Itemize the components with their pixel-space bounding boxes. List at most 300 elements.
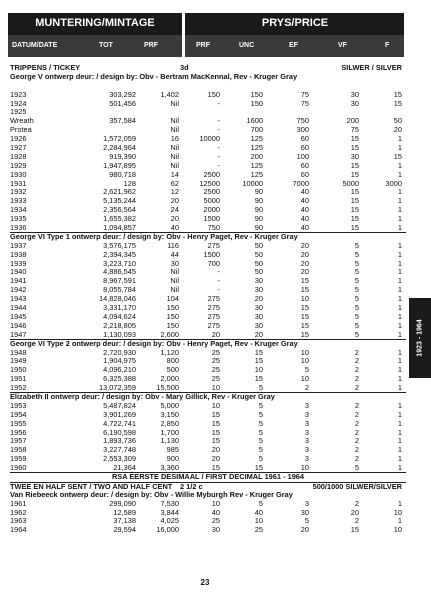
cell-proof-price: 750: [207, 223, 220, 233]
cell-proof-mintage: 985: [166, 445, 179, 455]
cell-vf-price: 2: [354, 409, 359, 419]
table-row: [10, 277, 406, 286]
cell-f-price: 1: [397, 196, 402, 206]
cell-date: 1925: [10, 107, 27, 117]
cell-total: 3,227,748: [103, 445, 136, 455]
cell-ef-price: 20: [300, 267, 309, 277]
cell-date: 1943: [10, 294, 27, 304]
cell-f-price: 1: [397, 276, 402, 286]
cell-proof-price: -: [217, 116, 220, 126]
cell-unc-price: 90: [254, 196, 263, 206]
cell-proof-mintage: 500: [166, 365, 179, 375]
cell-vf-price: 5: [354, 311, 359, 321]
cell-unc-price: 15: [254, 463, 263, 473]
cell-date: 1928: [10, 151, 27, 161]
cell-proof-mintage: Nil: [170, 151, 179, 161]
cell-proof-price: 10: [211, 400, 220, 410]
cell-ef-price: 60: [300, 143, 309, 153]
cell-proof-price: 15: [211, 427, 220, 437]
price-header: PRYS/PRICE: [261, 17, 329, 29]
cell-vf-price: 2: [354, 400, 359, 410]
cell-vf-price: 15: [350, 169, 359, 179]
cell-vf-price: 20: [350, 507, 359, 517]
section-heading: [10, 393, 406, 402]
year-range-label: 1923 - 1964: [416, 319, 424, 357]
cell-date: 1959: [10, 454, 27, 464]
cell-vf-price: 5: [354, 320, 359, 330]
cell-date: 1935: [10, 214, 27, 224]
cell-unc-price: 15: [254, 374, 263, 384]
cell-f-price: 1: [397, 516, 402, 526]
section-left: Van Riebeeck ontwerp deur: / design by: Obv - Willie Myburgh Rev - Kruger Gray: [10, 489, 293, 499]
cell-proof-price: 25: [211, 374, 220, 384]
cell-total: 1,094,857: [103, 223, 136, 233]
cell-proof-price: 275: [207, 240, 220, 250]
cell-unc-price: 5: [258, 436, 263, 446]
cell-vf-price: 15: [350, 160, 359, 170]
cell-unc-price: 30: [254, 285, 263, 295]
mintage-header: MUNTERING/MINTAGE: [35, 17, 155, 29]
cell-total: 6,190,598: [103, 427, 136, 437]
cell-proof-mintage: Nil: [170, 285, 179, 295]
cell-ef-price: 75: [300, 89, 309, 99]
cell-ef-price: 100: [296, 151, 309, 161]
col-vf: VF: [338, 42, 347, 49]
cell-proof-price: -: [217, 125, 220, 135]
table-row: [10, 375, 406, 384]
page-number: 23: [200, 578, 210, 587]
cell-ef-price: 10: [300, 463, 309, 473]
cell-ef-price: 3: [304, 498, 309, 508]
cell-date: 1929: [10, 160, 27, 170]
cell-proof-mintage: 150: [166, 303, 179, 313]
cell-ef-price: 20: [300, 249, 309, 259]
cell-date: 1933: [10, 196, 27, 206]
cell-vf-price: 2: [354, 445, 359, 455]
cell-date: 1938: [10, 249, 27, 259]
cell-proof-mintage: 16,000: [156, 525, 179, 535]
cell-date: 1949: [10, 356, 27, 366]
cell-date: Wreath: [10, 116, 34, 126]
cell-total: 128: [123, 178, 136, 188]
cell-unc-price: 90: [254, 223, 263, 233]
cell-ef-price: 15: [300, 303, 309, 313]
cell-total: 8,055,784: [103, 285, 136, 295]
cell-ef-price: 20: [300, 258, 309, 268]
cell-total: 1,893,736: [103, 436, 136, 446]
cell-date: 1939: [10, 258, 27, 268]
cell-proof-mintage: 900: [166, 454, 179, 464]
cell-total: 3,223,710: [103, 258, 136, 268]
cell-proof-price: 10000: [199, 134, 220, 144]
cell-f-price: 1: [397, 249, 402, 259]
cell-proof-mintage: 2,000: [160, 374, 179, 384]
cell-unc-price: 30: [254, 320, 263, 330]
table-row: [10, 411, 406, 420]
cell-proof-price: 20: [211, 329, 220, 339]
cell-proof-price: 30: [211, 525, 220, 535]
cell-unc-price: 10000: [242, 178, 263, 188]
banner-text: RSA EERSTE DESIMAAL / FIRST DECIMAL 1961 - 1964: [111, 471, 305, 481]
col-prf-price: PRF: [196, 42, 210, 49]
cell-f-price: 50: [393, 116, 402, 126]
section-heading: [10, 491, 406, 500]
cell-unc-price: 150: [250, 98, 263, 108]
cell-unc-price: 25: [254, 525, 263, 535]
cell-f-price: 1: [397, 294, 402, 304]
cell-f-price: 1: [397, 303, 402, 313]
section-heading: [10, 73, 406, 82]
cell-proof-price: 10: [211, 498, 220, 508]
cell-date: 1926: [10, 134, 27, 144]
cell-unc-price: 700: [250, 125, 263, 135]
cell-date: 1923: [10, 89, 27, 99]
cell-f-price: 15: [393, 151, 402, 161]
cell-proof-mintage: 3,844: [160, 507, 179, 517]
table-row: [10, 402, 406, 411]
cell-f-price: 1: [397, 143, 402, 153]
cell-vf-price: 5: [354, 249, 359, 259]
section-left: Elizabeth II ontwerp deur: / design by: Obv - Mary Gillick, Rev - Kruger Gray: [10, 391, 275, 401]
cell-date: 1940: [10, 267, 27, 277]
section-left: TRIPPENS / TICKEY: [10, 63, 81, 72]
cell-ef-price: 5: [304, 365, 309, 375]
cell-f-price: 1: [397, 240, 402, 250]
cell-f-price: 1: [397, 214, 402, 224]
main-header: [8, 13, 404, 35]
cell-vf-price: 2: [354, 365, 359, 375]
cell-proof-price: 700: [207, 258, 220, 268]
cell-date: 1934: [10, 205, 27, 215]
cell-proof-price: 275: [207, 294, 220, 304]
cell-total: 299,090: [109, 498, 136, 508]
cell-proof-mintage: Nil: [170, 267, 179, 277]
cell-ef-price: 15: [300, 320, 309, 330]
cell-proof-mintage: 104: [166, 294, 179, 304]
table-row: [10, 517, 406, 526]
cell-total: 980,718: [109, 169, 136, 179]
cell-f-price: 1: [397, 160, 402, 170]
cell-ef-price: 2: [304, 383, 309, 393]
cell-proof-price: -: [217, 98, 220, 108]
cell-ef-price: 20: [300, 240, 309, 250]
cell-proof-mintage: 1,120: [160, 347, 179, 357]
section-banner: [10, 473, 406, 482]
cell-total: 2,284,964: [103, 143, 136, 153]
cell-f-price: 1: [397, 356, 402, 366]
cell-f-price: 1: [397, 347, 402, 357]
cell-date: 1941: [10, 276, 27, 286]
cell-total: 4,722,741: [103, 418, 136, 428]
cell-total: 21,364: [113, 463, 136, 473]
cell-f-price: 3000: [385, 178, 402, 188]
cell-total: 1,572,059: [103, 134, 136, 144]
table-row: [10, 429, 406, 438]
cell-ef-price: 40: [300, 187, 309, 197]
cell-unc-price: 5: [258, 498, 263, 508]
cell-ef-price: 60: [300, 169, 309, 179]
cell-unc-price: 1600: [246, 116, 263, 126]
cell-vf-price: 30: [350, 89, 359, 99]
cell-f-price: 1: [397, 285, 402, 295]
col-date: DATUM/DATE: [12, 42, 58, 49]
cell-f-price: 1: [397, 267, 402, 277]
cell-proof-price: 20: [211, 454, 220, 464]
cell-proof-price: 2000: [203, 205, 220, 215]
cell-unc-price: 125: [250, 134, 263, 144]
cell-date: 1961: [10, 498, 27, 508]
section-mid: 3d: [180, 63, 189, 72]
cell-unc-price: 30: [254, 311, 263, 321]
cell-f-price: 1: [397, 409, 402, 419]
cell-proof-mintage: 3,360: [160, 463, 179, 473]
cell-proof-price: -: [217, 143, 220, 153]
cell-vf-price: 15: [350, 205, 359, 215]
cell-date: 1948: [10, 347, 27, 357]
cell-vf-price: 15: [350, 525, 359, 535]
cell-total: 303,292: [109, 89, 136, 99]
cell-vf-price: 15: [350, 196, 359, 206]
cell-ef-price: 15: [300, 329, 309, 339]
cell-proof-mintage: Nil: [170, 160, 179, 170]
cell-proof-price: 2500: [203, 169, 220, 179]
cell-f-price: 1: [397, 498, 402, 508]
cell-total: 13,072,359: [99, 383, 136, 393]
cell-vf-price: 30: [350, 151, 359, 161]
cell-proof-price: 1500: [203, 214, 220, 224]
cell-date: 1945: [10, 311, 27, 321]
cell-total: 2,356,564: [103, 205, 136, 215]
cell-proof-price: -: [217, 151, 220, 161]
cell-unc-price: 30: [254, 303, 263, 313]
cell-f-price: 1: [397, 436, 402, 446]
cell-proof-mintage: 150: [166, 320, 179, 330]
cell-proof-price: 275: [207, 311, 220, 321]
cell-f-price: 1: [397, 374, 402, 384]
cell-total: 37,138: [113, 516, 136, 526]
cell-vf-price: 5: [354, 285, 359, 295]
cell-vf-price: 15: [350, 214, 359, 224]
cell-date: 1951: [10, 374, 27, 384]
cell-proof-mintage: 20: [170, 214, 179, 224]
cell-vf-price: 2: [354, 383, 359, 393]
cell-proof-price: 12500: [199, 178, 220, 188]
cell-unc-price: 90: [254, 214, 263, 224]
cell-ef-price: 40: [300, 223, 309, 233]
cell-proof-price: 150: [207, 89, 220, 99]
cell-total: 2,553,309: [103, 454, 136, 464]
cell-vf-price: 5: [354, 240, 359, 250]
cell-proof-price: 25: [211, 356, 220, 366]
cell-vf-price: 2: [354, 347, 359, 357]
cell-total: 5,487,824: [103, 400, 136, 410]
cell-proof-mintage: 7,530: [160, 498, 179, 508]
cell-f-price: 1: [397, 169, 402, 179]
cell-unc-price: 90: [254, 205, 263, 215]
cell-f-price: 1: [397, 205, 402, 215]
table-row: [10, 322, 406, 331]
cell-total: 3,331,170: [103, 303, 136, 313]
section-mid: 2 1/2 c: [180, 481, 203, 491]
cell-unc-price: 20: [254, 294, 263, 304]
cell-vf-price: 5: [354, 303, 359, 313]
cell-f-price: 1: [397, 365, 402, 375]
cell-vf-price: 2: [354, 418, 359, 428]
table-row: [10, 144, 406, 153]
cell-vf-price: 5: [354, 276, 359, 286]
table-row: [10, 366, 406, 375]
cell-total: 501,456: [109, 98, 136, 108]
table-row: [10, 153, 406, 162]
cell-unc-price: 5: [258, 445, 263, 455]
cell-f-price: 1: [397, 134, 402, 144]
col-unc: UNC: [239, 42, 255, 49]
cell-unc-price: 5: [258, 427, 263, 437]
cell-proof-mintage: 1,700: [160, 427, 179, 437]
cell-date: 1962: [10, 507, 27, 517]
cell-unc-price: 5: [258, 418, 263, 428]
cell-f-price: 1: [397, 427, 402, 437]
cell-proof-mintage: Nil: [170, 116, 179, 126]
cell-proof-price: 2500: [203, 187, 220, 197]
cell-vf-price: 2: [354, 454, 359, 464]
table-row: [10, 268, 406, 277]
cell-vf-price: 15: [350, 223, 359, 233]
cell-total: 5,135,244: [103, 196, 136, 206]
cell-ef-price: 40: [300, 214, 309, 224]
cell-vf-price: 5: [354, 258, 359, 268]
table-row: [10, 260, 406, 269]
cell-vf-price: 15: [350, 143, 359, 153]
cell-unc-price: 5: [258, 454, 263, 464]
cell-proof-mintage: 24: [170, 205, 179, 215]
cell-proof-mintage: 14: [170, 169, 179, 179]
cell-f-price: 1: [397, 418, 402, 428]
cell-total: 3,576,175: [103, 240, 136, 250]
cell-total: 1,655,382: [103, 214, 136, 224]
cell-ef-price: 60: [300, 134, 309, 144]
cell-proof-price: 20: [211, 445, 220, 455]
cell-total: 2,218,805: [103, 320, 136, 330]
cell-ef-price: 10: [300, 356, 309, 366]
section-right: 500/1000 SILWER/SILVER: [312, 481, 402, 491]
cell-ef-price: 40: [300, 205, 309, 215]
cell-vf-price: 30: [350, 98, 359, 108]
cell-vf-price: 5000: [342, 178, 359, 188]
cell-total: 8,967,591: [103, 276, 136, 286]
cell-ef-price: 3: [304, 427, 309, 437]
cell-proof-price: 15: [211, 436, 220, 446]
cell-ef-price: 15: [300, 285, 309, 295]
cell-unc-price: 40: [254, 507, 263, 517]
cell-date: 1952: [10, 383, 27, 393]
cell-ef-price: 10: [300, 347, 309, 357]
table-row: [10, 446, 406, 455]
cell-vf-price: 200: [346, 116, 359, 126]
table-row: [10, 509, 406, 518]
cell-date: 1947: [10, 329, 27, 339]
cell-ef-price: 3: [304, 436, 309, 446]
table-row: [10, 500, 406, 509]
table-row: [10, 420, 406, 429]
cell-ef-price: 3: [304, 445, 309, 455]
cell-f-price: 20: [393, 125, 402, 135]
cell-date: 1932: [10, 187, 27, 197]
cell-f-price: 1: [397, 187, 402, 197]
cell-date: 1955: [10, 418, 27, 428]
table-row: [10, 135, 406, 144]
cell-unc-price: 200: [250, 151, 263, 161]
cell-total: 4,886,545: [103, 267, 136, 277]
cell-f-price: 1: [397, 400, 402, 410]
cell-unc-price: 125: [250, 169, 263, 179]
section-right: SILWER / SILVER: [341, 63, 402, 72]
cell-vf-price: 5: [354, 329, 359, 339]
cell-f-price: 15: [393, 89, 402, 99]
cell-proof-price: 25: [211, 365, 220, 375]
cell-f-price: 15: [393, 98, 402, 108]
cell-f-price: 1: [397, 383, 402, 393]
cell-unc-price: 5: [258, 400, 263, 410]
cell-unc-price: 10: [254, 516, 263, 526]
cell-ef-price: 30: [300, 507, 309, 517]
cell-proof-mintage: 20: [170, 196, 179, 206]
cell-f-price: 1: [397, 329, 402, 339]
cell-proof-mintage: 3,150: [160, 409, 179, 419]
cell-date: 1964: [10, 525, 27, 535]
cell-proof-price: 5000: [203, 196, 220, 206]
cell-proof-mintage: 116: [167, 240, 179, 250]
cell-unc-price: 30: [254, 276, 263, 286]
section-left: George V ontwerp deur: / design by: Obv - Bertram MacKennal, Rev - Kruger Gray: [10, 71, 298, 81]
cell-proof-mintage: 16: [170, 134, 179, 144]
cell-unc-price: 15: [254, 347, 263, 357]
table-row: [10, 526, 406, 535]
cell-total: 4,094,624: [103, 311, 136, 321]
col-ef: EF: [289, 42, 298, 49]
cell-ef-price: 5: [304, 516, 309, 526]
col-tot: TOT: [99, 42, 113, 49]
cell-proof-price: 25: [211, 347, 220, 357]
cell-unc-price: 20: [254, 329, 263, 339]
coin-table: [10, 64, 406, 535]
cell-proof-mintage: 12: [170, 187, 179, 197]
cell-proof-price: -: [217, 285, 220, 295]
cell-unc-price: 5: [258, 409, 263, 419]
cell-proof-mintage: 2,600: [160, 329, 179, 339]
cell-f-price: 1: [397, 463, 402, 473]
cell-total: 4,096,210: [103, 365, 136, 375]
cell-proof-price: 15: [211, 463, 220, 473]
cell-proof-mintage: 150: [166, 311, 179, 321]
cell-unc-price: 50: [254, 240, 263, 250]
cell-total: 2,394,345: [103, 249, 136, 259]
cell-proof-price: 40: [211, 507, 220, 517]
cell-proof-mintage: 30: [170, 258, 179, 268]
table-row: [10, 349, 406, 358]
cell-f-price: 10: [393, 507, 402, 517]
cell-total: 3,901,269: [103, 409, 136, 419]
cell-unc-price: 5: [258, 383, 263, 393]
cell-ef-price: 3: [304, 418, 309, 428]
cell-f-price: 1: [397, 223, 402, 233]
cell-unc-price: 15: [254, 356, 263, 366]
cell-f-price: 1: [397, 454, 402, 464]
cell-proof-mintage: Nil: [170, 276, 179, 286]
cell-vf-price: 5: [354, 294, 359, 304]
cell-total: 357,584: [109, 116, 136, 126]
cell-vf-price: 2: [354, 427, 359, 437]
